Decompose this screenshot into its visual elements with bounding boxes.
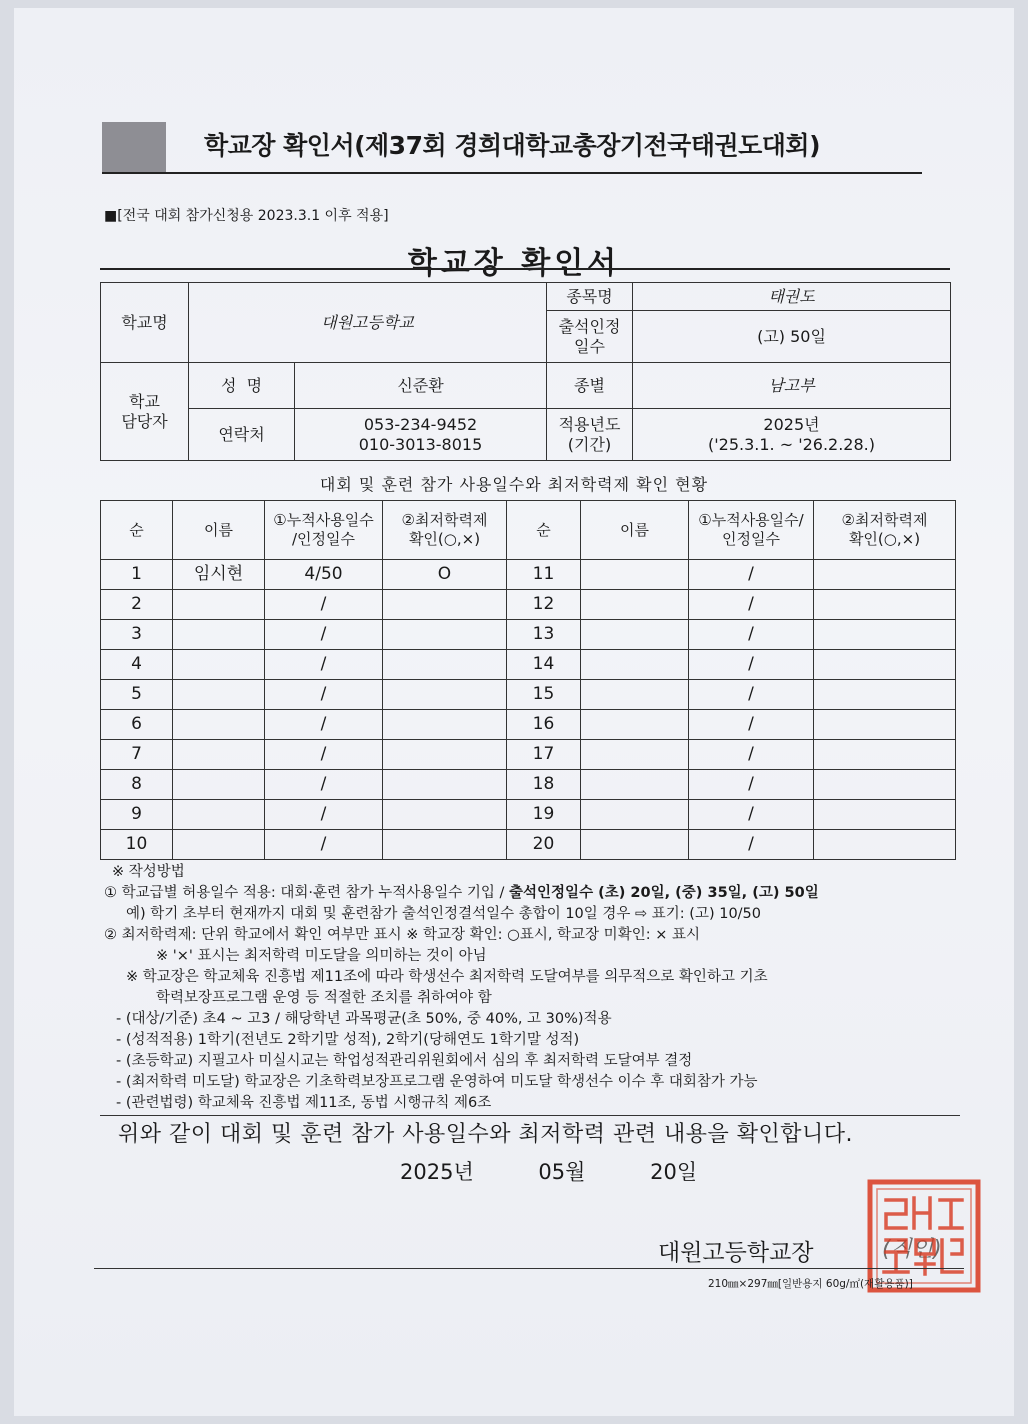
cell-days: / [265,590,383,620]
note-1-example: 예) 학기 초부터 현재까지 대회 및 훈련참가 출석인정결석일수 총합이 10일 경우 ⇨ 표기: (고) 10/50 [126,906,762,922]
note-1: ① 학교급별 허용일수 적용: 대회·훈련 참가 누적사용일수 기입 / 출석인정일수 (초) 20일, (중) 35일, (고) 50일 [104,885,819,901]
note-3: ※ '×' 표시는 최저학력 미도달을 의미하는 것이 아님 [156,948,487,964]
cell-no2: 20 [507,830,581,860]
school-name-value: 대원고등학교 [189,283,547,363]
header-check: ②최저학력제 확인(○,×) [383,501,507,560]
cell-days2: / [689,710,814,740]
table-row [101,680,956,710]
cell-days: / [265,800,383,830]
header-name: 이름 [173,501,265,560]
cell-days: 4/50 [265,560,383,590]
cell-no2: 12 [507,590,581,620]
table-row [101,620,956,650]
cell-check [383,770,507,800]
cell-days: / [265,620,383,650]
header-name-2: 이름 [581,501,689,560]
cell-days: / [265,740,383,770]
cell-days: / [265,710,383,740]
table-row [101,650,956,680]
table-row [101,740,956,770]
table-row [101,590,956,620]
cell-no: 3 [101,620,173,650]
note-4: ※ 학교장은 학교체육 진흥법 제11조에 따라 학생선수 최저학력 도달여부를 의무적으로 확인하고 기초 [126,969,768,985]
date-day: 20일 [650,1160,698,1184]
person-name-label: 성 명 [189,363,295,409]
seal-mark-text: (직인) [882,1237,942,1262]
category-value: 남고부 [633,363,951,409]
cell-name [173,620,265,650]
instructions [104,862,964,1114]
cell-no: 1 [101,560,173,590]
cell-check2 [814,680,956,710]
cell-name [173,680,265,710]
cell-check [383,800,507,830]
header-check-2: ②최저학력제 확인(○,×) [814,501,956,560]
cell-days2: / [689,770,814,800]
notes-heading: ※ 작성방법 [112,864,185,880]
apply-note: ■[전국 대회 참가신청용 2023.3.1 이후 적용] [104,208,389,224]
contact-label: 연락처 [189,409,295,461]
cell-no2: 13 [507,620,581,650]
cell-no2: 17 [507,740,581,770]
cell-check2 [814,740,956,770]
footer-rule [94,1268,964,1269]
period-text: ('25.3.1. ~ '26.2.28.) [708,434,875,454]
table-row [101,770,956,800]
person-name-value: 신준환 [295,363,547,409]
contact-value [295,409,547,461]
cell-no: 8 [101,770,173,800]
cell-name [173,740,265,770]
cell-name [173,770,265,800]
cell-name [173,710,265,740]
cell-no: 5 [101,680,173,710]
table-header-row [101,501,956,560]
cell-name2 [581,710,689,740]
cell-check [383,650,507,680]
note-8: - (초등학교) 지필고사 미실시교는 학업성적관리위원회에서 심의 후 최저학력 도달여부 결정 [116,1053,693,1069]
cell-no2: 15 [507,680,581,710]
school-info-table [100,282,951,461]
cell-name2 [581,800,689,830]
cell-no: 7 [101,740,173,770]
cell-check [383,740,507,770]
cell-days2: / [689,620,814,650]
cell-days: / [265,770,383,800]
table-row [101,560,956,590]
paper-spec-footer: 210㎜×297㎜[일반용지 60g/㎡(재활용품)] [708,1278,913,1290]
cell-days2: / [689,680,814,710]
cell-days: / [265,650,383,680]
cell-check2 [814,710,956,740]
table-row [101,710,956,740]
cell-check2 [814,770,956,800]
date-year: 2025년 [400,1160,474,1184]
cell-days: / [265,830,383,860]
cell-no: 4 [101,650,173,680]
year-label: 적용년도 (기간) [547,409,633,461]
cell-name [173,800,265,830]
manager-label: 학교 담당자 [101,363,189,461]
table-row [101,800,956,830]
note-10: - (관련법령) 학교체육 진흥법 제11조, 동법 시행규칙 제6조 [116,1095,492,1111]
cell-check2 [814,620,956,650]
phone-2: 010-3013-8015 [358,434,483,454]
confirmation-statement: 위와 같이 대회 및 훈련 참가 사용일수와 최저학력 관련 내용을 확인합니다. [118,1122,853,1147]
cell-name2 [581,620,689,650]
cell-name2 [581,650,689,680]
category-label: 종별 [547,363,633,409]
event-value: 태권도 [633,283,951,311]
cell-days2: / [689,590,814,620]
signer-name: 대원고등학교장 [658,1240,814,1266]
attend-days-value: (고) 50일 [633,311,951,363]
phone-1: 053-234-9452 [363,414,478,434]
cell-name2 [581,770,689,800]
cell-name: 임시현 [173,560,265,590]
cell-no: 6 [101,710,173,740]
header-title: 학교장 확인서(제37회 경희대학교총장기전국태권도대회) [204,131,821,160]
cell-name [173,590,265,620]
cell-no2: 14 [507,650,581,680]
header-gray-block [102,122,166,174]
cell-name2 [581,830,689,860]
header-days: ①누적사용일수 /인정일수 [265,501,383,560]
cell-name [173,650,265,680]
cell-check2 [814,560,956,590]
cell-days: / [265,680,383,710]
header-days-2: ①누적사용일수/ 인정일수 [689,501,814,560]
cell-days2: / [689,650,814,680]
cell-check [383,680,507,710]
note-5: 학력보장프로그램 운영 등 적절한 조치를 취하여야 함 [156,990,492,1006]
attend-days-label: 출석인정 일수 [547,311,633,363]
cell-check2 [814,830,956,860]
note-6: - (대상/기준) 초4 ~ 고3 / 해당학년 과목평균(초 50%, 중 40%, 고 30%)적용 [116,1011,612,1027]
cell-days2: / [689,740,814,770]
document-title: 학교장 확인서 [407,246,621,281]
header-no-2: 순 [507,501,581,560]
cell-check [383,620,507,650]
cell-check2 [814,590,956,620]
cell-no: 2 [101,590,173,620]
cell-days2: / [689,800,814,830]
cell-check [383,590,507,620]
cell-no2: 16 [507,710,581,740]
cell-check: O [383,560,507,590]
year-value [633,409,951,461]
note-2: ② 최저학력제: 단위 학교에서 확인 여부만 표시 ※ 학교장 확인: ○표시, 학교장 미확인: × 표시 [104,927,700,943]
cell-check [383,710,507,740]
cell-check2 [814,800,956,830]
cell-name2 [581,680,689,710]
school-name-label: 학교명 [101,283,189,363]
date-month: 05월 [538,1160,586,1184]
cell-name [173,830,265,860]
note-9: - (최저학력 미도달) 학교장은 기초학력보장프로그램 운영하여 미도달 학생선수 이수 후 대회참가 가능 [116,1074,758,1090]
cell-check2 [814,650,956,680]
note-7: - (성적적용) 1학기(전년도 2학기말 성적), 2학기(당해연도 1학기말 성적) [116,1032,580,1048]
title-rule [100,268,950,270]
cell-days2: / [689,830,814,860]
table-row [101,830,956,860]
year-text: 2025년 [763,414,820,434]
cell-no: 10 [101,830,173,860]
issue-date [400,1156,727,1186]
cell-name2 [581,590,689,620]
header-no: 순 [101,501,173,560]
cell-no2: 11 [507,560,581,590]
cell-no: 9 [101,800,173,830]
cell-check [383,830,507,860]
status-title: 대회 및 훈련 참가 사용일수와 최저학력제 확인 현황 [319,475,709,494]
cell-name2 [581,740,689,770]
header-rule [102,172,922,174]
cell-no2: 19 [507,800,581,830]
cell-days2: / [689,560,814,590]
cell-name2 [581,560,689,590]
event-label: 종목명 [547,283,633,311]
cell-no2: 18 [507,770,581,800]
attendance-table [100,500,956,860]
notes-rule [100,1115,960,1116]
